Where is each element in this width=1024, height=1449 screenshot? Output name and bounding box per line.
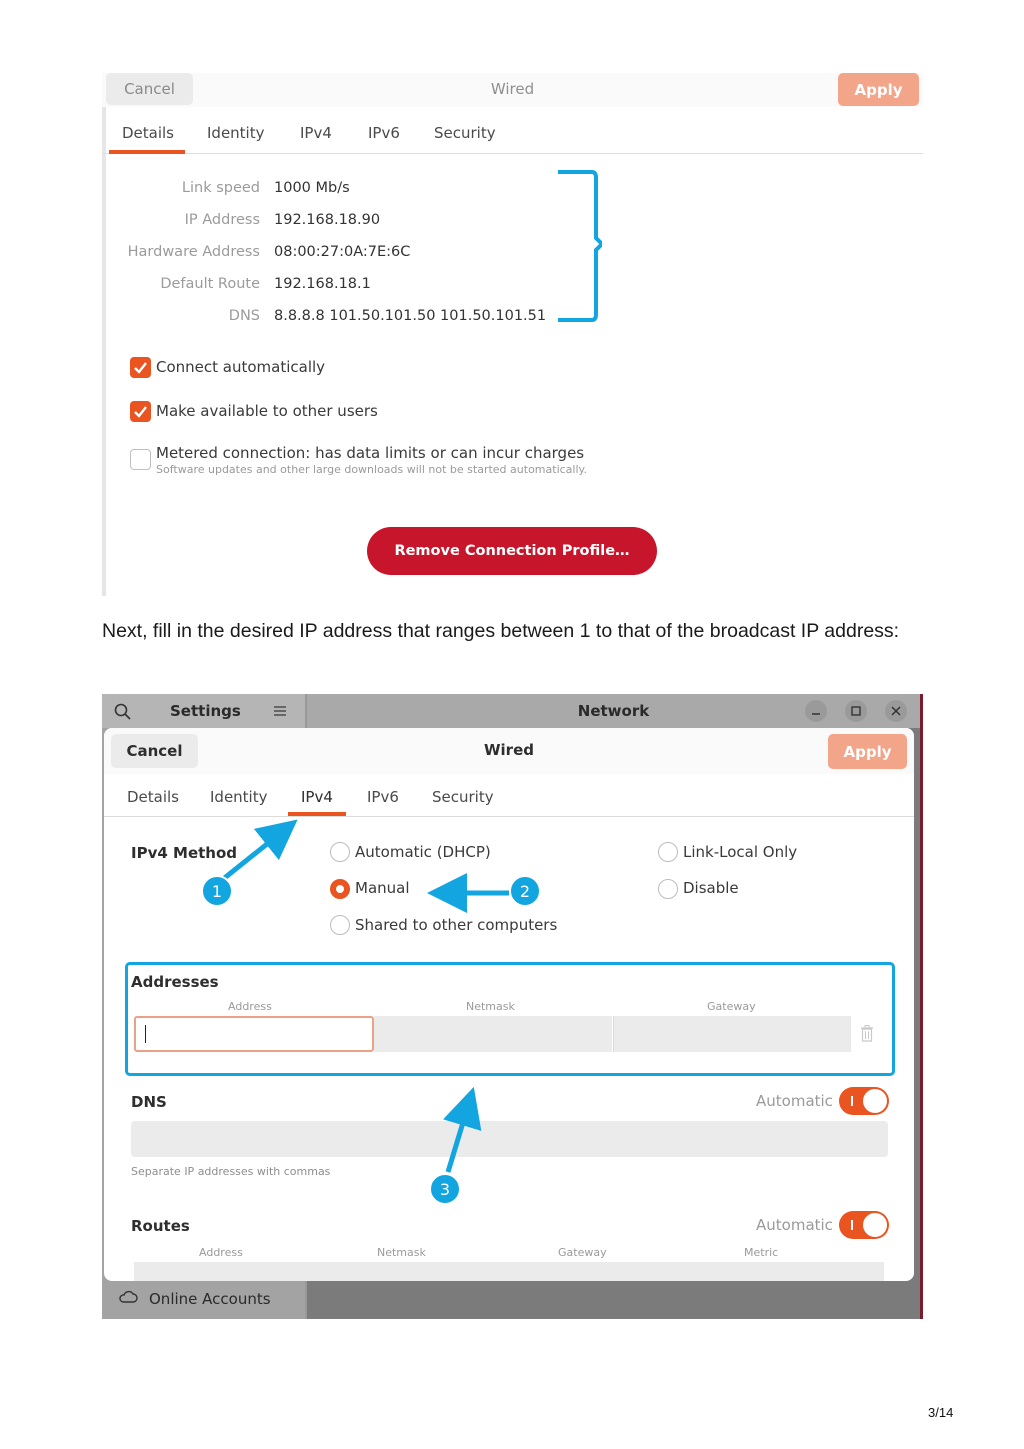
arrow-1: [222, 832, 282, 880]
tab-security[interactable]: Security: [432, 788, 494, 806]
checkmark-icon: [130, 357, 151, 378]
dns-value: 8.8.8.8 101.50.101.50 101.50.101.51: [274, 308, 547, 324]
tab-divider: [102, 153, 923, 154]
curly-bracket-annotation: [552, 168, 602, 328]
routes-metric-header: Metric: [744, 1246, 779, 1259]
address-column-header: Address: [228, 1000, 272, 1013]
gateway-column-header: Gateway: [707, 1000, 756, 1013]
connect-automatically-label: Connect automatically: [156, 358, 326, 376]
available-other-users-label: Make available to other users: [156, 402, 378, 420]
dns-automatic-label: Automatic: [756, 1092, 833, 1110]
tab-details[interactable]: Details: [127, 788, 180, 806]
cancel-button[interactable]: Cancel: [111, 734, 198, 768]
tab-ipv4[interactable]: IPv4: [300, 124, 332, 142]
network-title: Network: [577, 702, 650, 720]
tab-ipv4[interactable]: IPv4: [301, 788, 333, 806]
connect-automatically-checkbox[interactable]: [130, 357, 151, 378]
sidebar-edge: [102, 73, 106, 596]
ip-address-value: 192.168.18.90: [274, 212, 381, 228]
cancel-button[interactable]: Cancel: [106, 73, 193, 105]
metered-connection-hint: Software updates and other large downloads will not be started automatically.: [156, 463, 587, 476]
dns-label: DNS: [228, 308, 260, 324]
tab-identity[interactable]: Identity: [210, 788, 268, 806]
tab-security[interactable]: Security: [434, 124, 496, 142]
wired-dialog-details-screenshot: [102, 73, 923, 596]
arrow-3: [448, 1106, 468, 1172]
sidebar-item-online-accounts[interactable]: Online Accounts: [149, 1290, 271, 1308]
netmask-column-header: Netmask: [466, 1000, 515, 1013]
routes-address-header: Address: [199, 1246, 243, 1259]
default-route-label: Default Route: [160, 276, 260, 292]
addresses-title: Addresses: [131, 973, 219, 991]
annotation-badge-2: 2: [509, 875, 541, 907]
remove-connection-profile-button[interactable]: Remove Connection Profile…: [367, 527, 657, 575]
settings-title: Settings: [170, 702, 241, 720]
dns-title: DNS: [131, 1093, 167, 1111]
page-number: 3/14: [928, 1405, 954, 1420]
tab-details[interactable]: Details: [122, 124, 175, 142]
default-route-value: 192.168.18.1: [274, 276, 371, 292]
wired-dialog-ipv4-screenshot: [102, 694, 923, 1319]
metered-connection-label: Metered connection: has data limits or can incur charges: [156, 444, 585, 462]
tab-ipv6[interactable]: IPv6: [367, 788, 399, 806]
instruction-paragraph: Next, fill in the desired IP address that ranges between 1 to that of the broadcast IP address:: [102, 620, 900, 642]
checkmark-icon: [130, 401, 151, 422]
disable-label: Disable: [683, 879, 739, 897]
link-local-only-label: Link-Local Only: [683, 843, 798, 861]
dns-hint: Separate IP addresses with commas: [131, 1165, 331, 1178]
apply-button[interactable]: Apply: [828, 734, 907, 769]
ipv4-method-label: IPv4 Method: [131, 844, 238, 862]
routes-automatic-label: Automatic: [756, 1216, 833, 1234]
annotation-badge-3: 3: [429, 1173, 461, 1205]
link-speed-label: Link speed: [181, 180, 260, 196]
routes-gateway-header: Gateway: [558, 1246, 607, 1259]
hardware-address-value: 08:00:27:0A:7E:6C: [274, 244, 411, 260]
manual-label: Manual: [355, 879, 410, 897]
shared-label: Shared to other computers: [355, 916, 558, 934]
hardware-address-label: Hardware Address: [127, 244, 260, 260]
dialog-title: Wired: [484, 741, 534, 759]
metered-connection-checkbox[interactable]: [130, 449, 151, 470]
annotation-arrows: [102, 694, 923, 1319]
available-other-users-checkbox[interactable]: [130, 401, 151, 422]
link-speed-value: 1000 Mb/s: [274, 180, 350, 196]
annotation-badge-1: 1: [201, 875, 233, 907]
active-tab-indicator: [109, 150, 185, 154]
routes-title: Routes: [131, 1217, 190, 1235]
tab-ipv6[interactable]: IPv6: [368, 124, 400, 142]
tab-identity[interactable]: Identity: [207, 124, 265, 142]
dialog-title: Wired: [490, 80, 535, 98]
ip-address-label: IP Address: [184, 212, 260, 228]
apply-button[interactable]: Apply: [838, 73, 919, 106]
routes-netmask-header: Netmask: [377, 1246, 426, 1259]
automatic-dhcp-label: Automatic (DHCP): [355, 843, 491, 861]
